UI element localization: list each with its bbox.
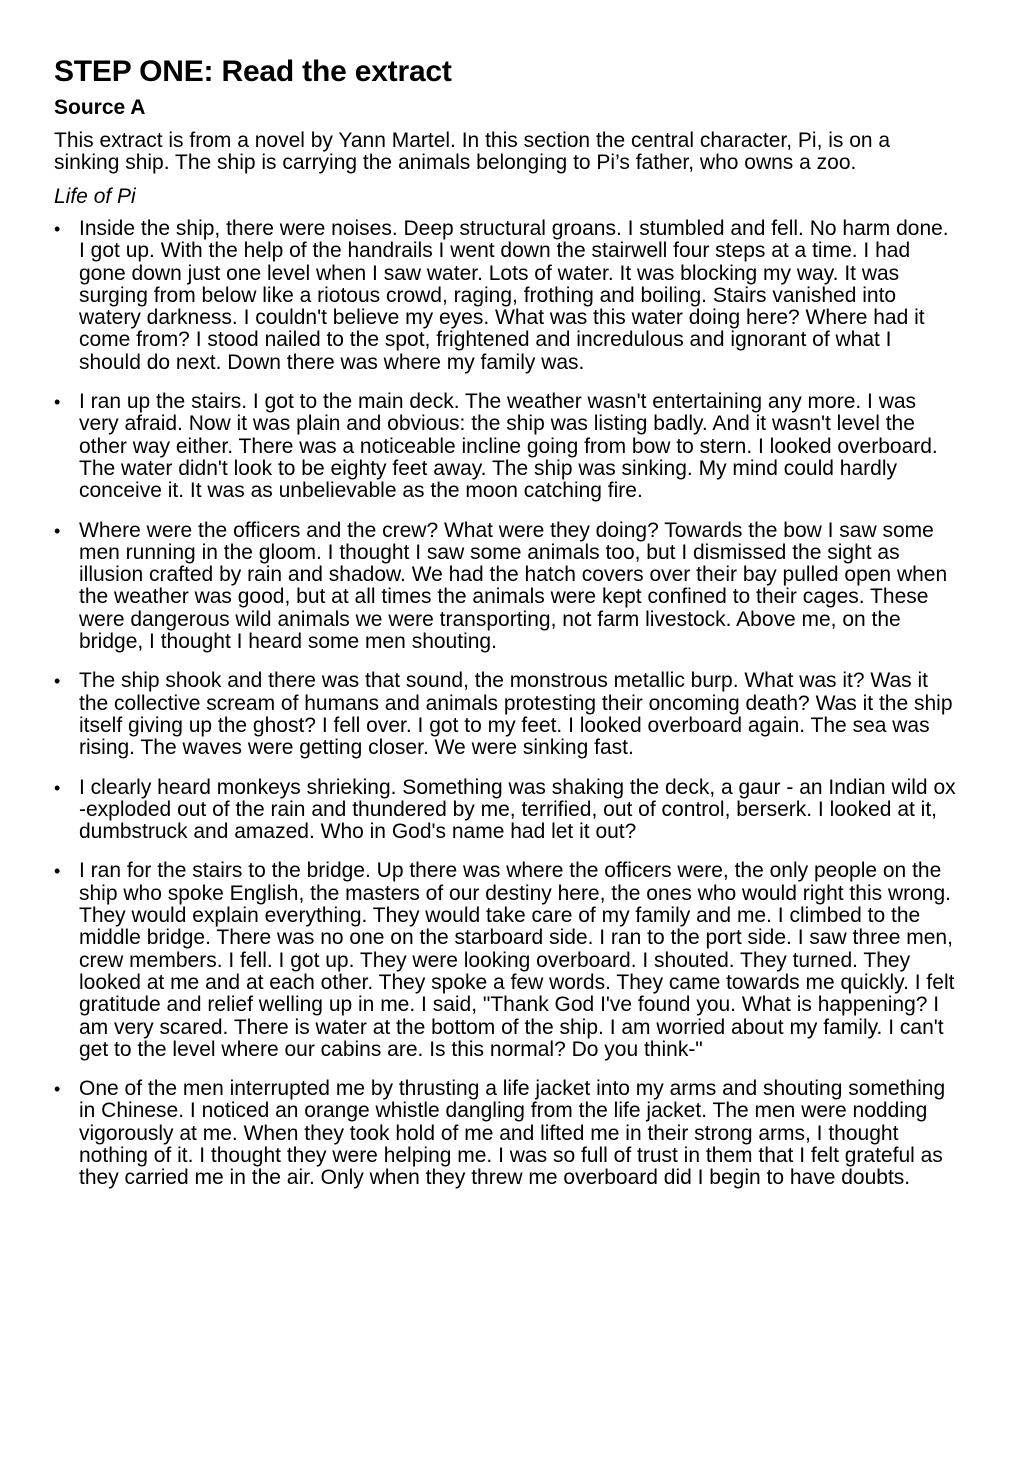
extract-paragraph — [54, 520, 959, 654]
bullet-icon: • — [54, 219, 61, 239]
extract-text: I clearly heard monkeys shrieking. Something was shaking the deck, a gaur - an Indian wild ox -exploded out of the rain and thundered by me, terrified, out of control, berserk. I looked at it, dumbstruck and amazed. Who in God's name had let it out? — [79, 775, 956, 844]
extract-paragraph — [54, 218, 959, 374]
work-title: Life of Pi — [54, 185, 136, 208]
bullet-icon: • — [54, 861, 61, 882]
extract-paragraph — [54, 1078, 959, 1189]
extract-paragraph — [54, 777, 959, 844]
extract-paragraph — [54, 391, 959, 502]
extract-paragraph — [54, 860, 959, 1061]
source-label: Source A — [54, 96, 146, 119]
bullet-icon: • — [54, 520, 61, 541]
bullet-icon: • — [54, 777, 61, 798]
extract-text: The ship shook and there was that sound, the monstrous metallic burp. What was it? Was it the collective scream of humans and animals protesting their oncoming death? Was it the ship itself giving up the ghost? I fell over. I got to my feet. I looked overboard again. The sea was rising. The waves were getting closer. We were sinking fast. — [79, 669, 953, 760]
extract-text: I ran for the stairs to the bridge. Up there was where the officers were, the only people on the ship who spoke English, the masters of our destiny here, the ones who would right this wrong. They would explain everything. They would take care of my family and me. I climbed to the middle bridge. There was no one on the starboard side. I ran to the port side. I saw three men, crew members. I fell. I got up. They were looking overboard. I shouted. They turned. They looked at me and at each other. They spoke a few words. They came towards me quickly. I felt gratitude and relief welling up in me. I said, "Thank God I've found you. What is happening? I am very scared. There is water at the bottom of the ship. I am worried about my family. I can't get to the level where our cabins are. Is this normal? Do you think-" — [79, 859, 955, 1061]
bullet-icon: • — [54, 392, 61, 413]
extract-text: One of the men interrupted me by thrusting a life jacket into my arms and shouting something in Chinese. I noticed an orange whistle dangling from the life jacket. The men were nodding vigorously at me. When they took hold of me and lifted me in their strong arms, I thought nothing of it. I thought they were helping me. I was so full of trust in them that I felt grateful as they carried me in the air. Only when they threw me overboard did I begin to have doubts. — [79, 1077, 946, 1190]
intro-paragraph: This extract is from a novel by Yann Martel. In this section the central character, Pi, is on a sinking ship. The ship is carrying the animals belonging to Pi’s father, who owns a zoo. — [54, 129, 891, 174]
extract-list — [54, 218, 959, 1190]
extract-paragraph — [54, 670, 959, 759]
extract-text: Where were the officers and the crew? What were they doing? Towards the bow I saw some men running in the gloom. I thought I saw some animals too, but I dismissed the sight as illusion crafted by rain and shadow. We had the hatch covers over their bay pulled open when the weather was good, but at all times the animals were kept confined to their cages. These were dangerous wild animals we were transporting, not farm livestock. Above me, on the bridge, I thought I heard some men shouting. — [79, 518, 948, 654]
bullet-icon: • — [54, 1079, 61, 1100]
page-heading: STEP ONE: Read the extract — [54, 55, 452, 88]
document-page — [54, 52, 959, 1207]
extract-text: I ran up the stairs. I got to the main deck. The weather wasn't entertaining any more. I was very afraid. Now it was plain and obvious: the ship was listing badly. And it wasn't level the other way either. There was a noticeable incline going from bow to stern. I looked overboard. The water didn't look to be eighty feet away. The ship was sinking. My mind could hardly conceive it. It was as unbelievable as the moon catching fire. — [79, 390, 938, 503]
extract-text: Inside the ship, there were noises. Deep structural groans. I stumbled and fell. No harm done. I got up. With the help of the handrails I went down the stairwell four steps at a time. I had gone down just one level when I saw water. Lots of water. It was blocking my way. It was surging from below like a riotous crowd, raging, frothing and boiling. Stairs vanished into watery darkness. I couldn't believe my eyes. What was this water doing here? Where had it come from? I stood nailed to the spot, frightened and incredulous and ignorant of what I should do next. Down there was where my family was. — [79, 217, 949, 374]
bullet-icon: • — [54, 671, 61, 692]
